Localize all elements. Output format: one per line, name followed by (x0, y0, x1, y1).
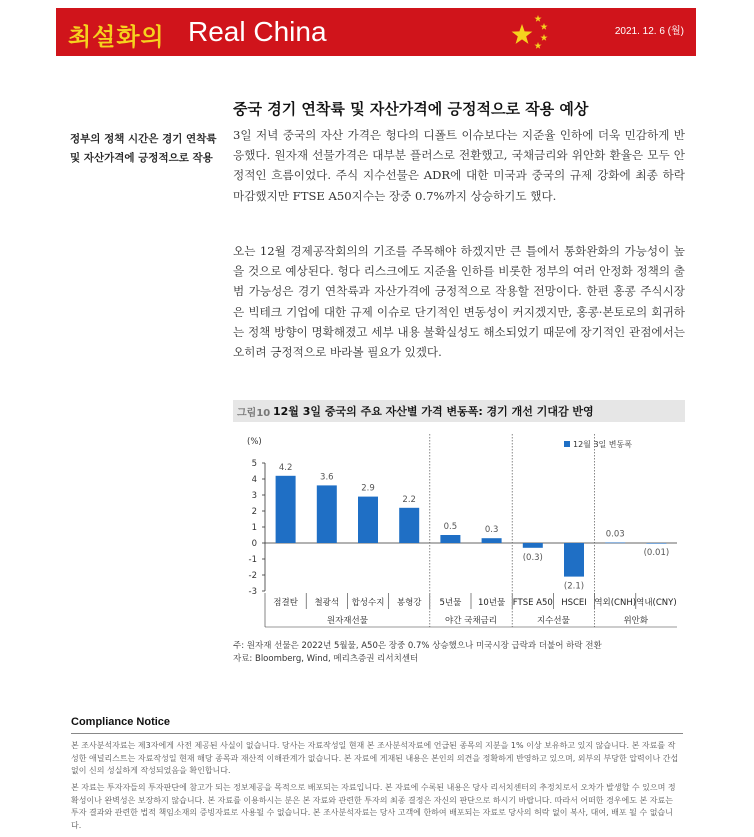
body-paragraph-1: 3일 저녁 중국의 자산 가격은 헝다의 디폴트 이슈보다는 지준율 인하에 더욱 민감하게 반응했다. 원자재 선물가격은 대부분 플러스로 전환했고, 국채금리와 위안화 환율은 모두 안정적인 흐름이었다. 주식 지수선물은 ADR에 대한 미국과 중국의 규제 강화에 최종 하락 마감했지만 FTSE A50지수는 장중 0.7%까지 상승하기도 했다. (233, 128, 685, 203)
compliance-divider (71, 733, 683, 734)
bar-value-label: 3.6 (320, 472, 334, 483)
y-tick-label: 1 (251, 523, 257, 533)
category-label: HSCEI (561, 598, 587, 608)
category-label: 10년물 (477, 598, 506, 608)
asset-change-bar-chart (233, 428, 685, 636)
china-stars-icon (508, 12, 558, 54)
bar (482, 538, 502, 543)
bar (564, 543, 584, 577)
side-summary: 정부의 정책 시간은 경기 연착륙 및 자산가격에 긍정적으로 작용 (70, 133, 217, 164)
report-date: 2021. 12. 6 (월) (614, 26, 684, 37)
bar (358, 497, 378, 543)
compliance-title: Compliance Notice (71, 716, 171, 728)
bar-value-label: (2.1) (563, 581, 585, 592)
y-tick-label: 3 (251, 491, 257, 501)
category-label: 봉형강 (396, 598, 422, 608)
compliance-paragraph-2: 본 자료는 투자자들의 투자판단에 참고가 되는 정보제공을 목적으로 배포되는 자료입니다. 본 자료에 수록된 내용은 당사 리서치센터의 추정치로서 오차가 발생할 수 있으며 정확성이나 완벽성은 보장하지 않습니다. 본 자료를 이용하시는 분은 본 자료와 관련한 투자의 최종 결정은 자신의 판단으로 하시기 바랍니다. 따라서 어떠한 경우에도 본 자료는 투자 결과와 관련한 법적 책임소재의 증빙자료로 사용될 수 없습니다. 본 조사분석자료는 당사 고객에 한하여 배포되는 자료로 당사의 허락 없이 복사, 대여, 배포 될 수 없습니다. (71, 783, 676, 830)
y-tick-label: -2 (248, 571, 257, 581)
bar-value-label: 0.3 (484, 525, 499, 536)
category-label: FTSE A50 (512, 598, 553, 608)
body-paragraph-2: 오는 12월 경제공작회의의 기조를 주목해야 하겠지만 큰 틀에서 통화완화의 가능성이 높을 것으로 예상된다. 헝다 리스크에도 지준율 인하를 비롯한 정부의 여러 안정화 정책의 출범 가능성은 경기 연착륙과 자산가격에 긍정적으로 작용할 전망이다. 한편 홍콩 주식시장은 빅테크 기업에 대한 규제 이슈로 단기적인 변동성이 커지겠지만, 홍콩·본토로의 회귀하는 정책 방향이 명확해졌고 세부 내용 불확실성도 해소되었기 때문에 장기적인 관점에서는 오히려 긍정적으로 바라볼 필요가 있겠다. (233, 244, 685, 360)
header-banner (56, 8, 696, 56)
bar (523, 543, 543, 548)
bar-value-label: 2.2 (402, 494, 416, 505)
bar (276, 476, 296, 543)
y-axis-unit-label: (%) (247, 437, 262, 447)
compliance-paragraph-1: 본 조사분석자료는 제3자에게 사전 제공된 사실이 없습니다. 당사는 자료작성일 현재 본 조사분석자료에 언급된 종목의 지분을 1% 이상 보유하고 있지 않습니다. 본 자료를 작성한 애널리스트는 자료작성일 현재 해당 종목과 재산적 이해관계가 없습니다. 본 자료에 게재된 내용은 본인의 의견을 정확하게 반영하고 있으며, 외부의 부당한 압력이나 간섭 없이 신의 성실하게 작성되었음을 확인합니다. (71, 741, 679, 775)
figure-notes (233, 640, 602, 665)
figure-number: 그림10 (237, 408, 271, 419)
y-tick-label: -3 (248, 587, 257, 597)
legend-swatch (564, 441, 570, 447)
category-label: 합성수지 (351, 598, 385, 608)
figure-source: 자료: Bloomberg, Wind, 메리츠증권 리서치센터 (233, 653, 419, 664)
article-headline: 중국 경기 연착륙 및 자산가격에 긍정적으로 작용 예상 (233, 100, 589, 118)
category-label: 5년물 (439, 598, 462, 608)
figure-title-bar (233, 400, 685, 422)
bar-value-label: 2.9 (361, 483, 375, 494)
group-label: 야간 국채금리 (445, 616, 497, 626)
bar-value-label: (0.3) (522, 552, 543, 563)
category-label: 역외(CNH) (594, 598, 637, 608)
y-tick-label: 5 (251, 459, 257, 469)
category-label: 점결탄 (273, 598, 298, 608)
category-label: 철광석 (314, 598, 340, 608)
y-tick-label: 2 (251, 507, 257, 517)
bar (440, 535, 460, 543)
brand-title: Real China (188, 16, 327, 47)
bar-value-label: 4.2 (278, 462, 293, 473)
bar (605, 543, 625, 544)
y-tick-label: -1 (248, 555, 257, 565)
group-label: 위안화 (623, 616, 649, 626)
bar (317, 485, 337, 543)
figure-title: 12월 3일 중국의 주요 자산별 가격 변동폭: 경기 개선 기대감 반영 (273, 405, 594, 418)
brand-korean: 최설화의 (68, 22, 165, 51)
bar-value-label: 0.5 (443, 522, 458, 532)
figure-footnote: 주: 원자재 선물은 2022년 5월물, A50은 장중 0.7% 상승했으나 미국시장 급락과 더불어 하락 전환 (233, 641, 602, 651)
y-tick-label: 0 (251, 539, 257, 549)
bar-value-label: 0.03 (605, 529, 625, 540)
bar (399, 508, 419, 543)
bar (646, 543, 666, 544)
bar-value-label: (0.01) (643, 548, 670, 559)
group-label: 원자재선물 (326, 616, 368, 626)
group-label: 지수선물 (536, 616, 570, 626)
y-tick-label: 4 (251, 475, 257, 485)
legend-label: 12월 3일 변동폭 (573, 440, 632, 449)
category-label: 역내(CNY) (636, 598, 677, 608)
